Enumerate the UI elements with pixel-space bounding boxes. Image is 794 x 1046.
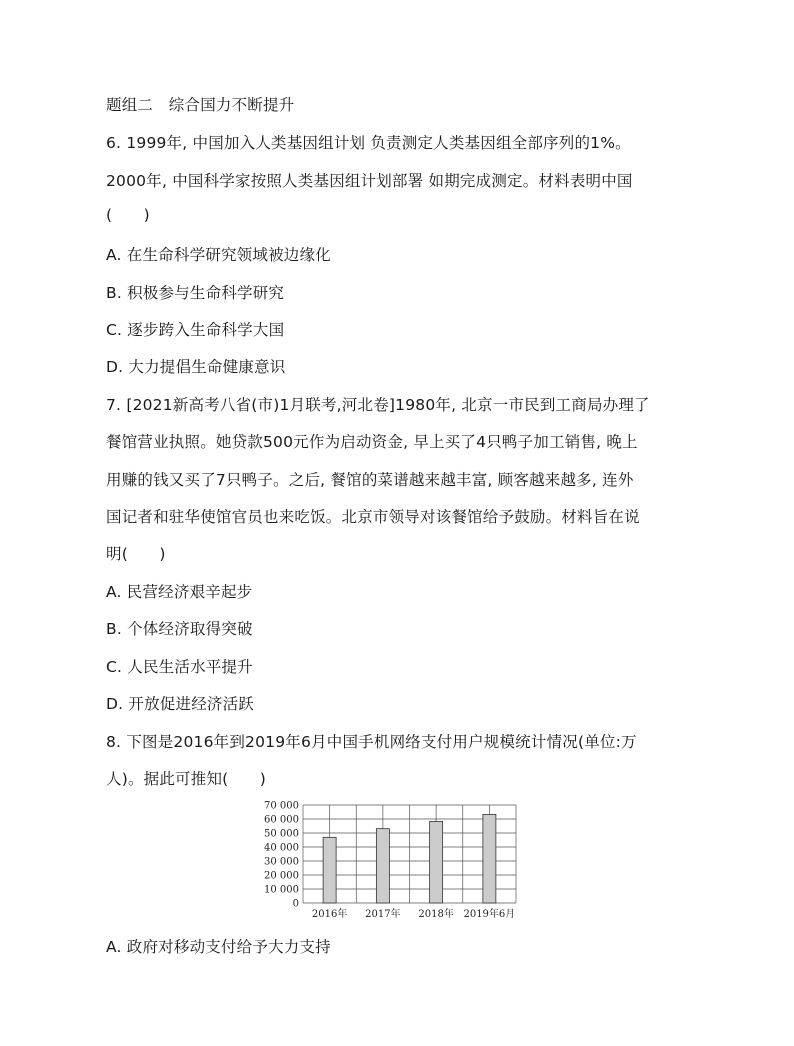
- chart-y-tick-labels: [264, 801, 299, 910]
- q6-stem-line-2: 2000年, 中国科学家按照人类基因组计划部署 如期完成测定。材料表明中国: [106, 172, 633, 190]
- q7-stem-line-4: 国记者和驻华使馆官员也来吃饭。北京市领导对该餐馆给予鼓励。材料旨在说: [106, 508, 640, 526]
- bar: [376, 829, 389, 903]
- q8-option-a[interactable]: A. 政府对移动支付给予大力支持: [106, 938, 331, 956]
- x-tick-label: 2016年: [311, 909, 348, 920]
- y-tick-label: 70 000: [264, 800, 299, 812]
- x-tick-label: 2017年: [365, 909, 401, 920]
- x-tick-label: 2018年: [418, 909, 454, 920]
- q6-stem-line-1: 6. 1999年, 中国加入人类基因组计划 负责测定人类基因组全部序列的1%。: [106, 134, 631, 152]
- q6-option-b[interactable]: B. 积极参与生命科学研究: [106, 284, 285, 302]
- q7-stem-line-5: 明( ): [106, 545, 166, 563]
- q7-stem-line-2: 餐馆营业执照。她贷款500元作为启动资金, 早上买了4只鸭子加工销售, 晚上: [106, 433, 638, 451]
- bar-chart: [258, 800, 528, 925]
- bar: [483, 814, 496, 903]
- q7-option-a[interactable]: A. 民营经济艰辛起步: [106, 583, 253, 601]
- y-tick-label: 10 000: [264, 884, 299, 896]
- y-tick-label: 20 000: [264, 870, 299, 882]
- chart-x-tick-labels: [312, 907, 515, 920]
- q7-option-b[interactable]: B. 个体经济取得突破: [106, 620, 253, 638]
- y-tick-label: 30 000: [264, 856, 299, 868]
- q7-option-c[interactable]: C. 人民生活水平提升: [106, 658, 253, 676]
- q6-option-a[interactable]: A. 在生命科学研究领域被边缘化: [106, 246, 331, 264]
- bar: [430, 821, 443, 903]
- y-tick-label: 60 000: [264, 814, 299, 826]
- q8-stem-line-2: 人)。据此可推知( ): [106, 770, 267, 788]
- x-tick-label: 2019年6月: [463, 909, 516, 920]
- q6-option-d[interactable]: D. 大力提倡生命健康意识: [106, 358, 286, 376]
- q8-stem-line-1: 8. 下图是2016年到2019年6月中国手机网络支付用户规模统计情况(单位:万: [106, 733, 637, 751]
- section-title: 题组二 综合国力不断提升: [106, 96, 295, 114]
- q6-answer-blank: ( ): [106, 206, 150, 224]
- bar: [323, 837, 336, 903]
- y-tick-label: 50 000: [264, 828, 299, 840]
- y-tick-label: 40 000: [264, 842, 299, 854]
- q6-option-c[interactable]: C. 逐步跨入生命科学大国: [106, 321, 285, 339]
- q7-stem-line-3: 用赚的钱又买了7只鸭子。之后, 餐馆的菜谱越来越丰富, 顾客越来越多, 连外: [106, 471, 634, 489]
- q7-option-d[interactable]: D. 开放促进经济活跃: [106, 695, 254, 713]
- y-tick-label: 0: [292, 898, 299, 910]
- q7-stem-line-1: 7. [2021新高考八省(市)1月联考,河北卷]1980年, 北京一市民到工商局办理了: [106, 396, 650, 414]
